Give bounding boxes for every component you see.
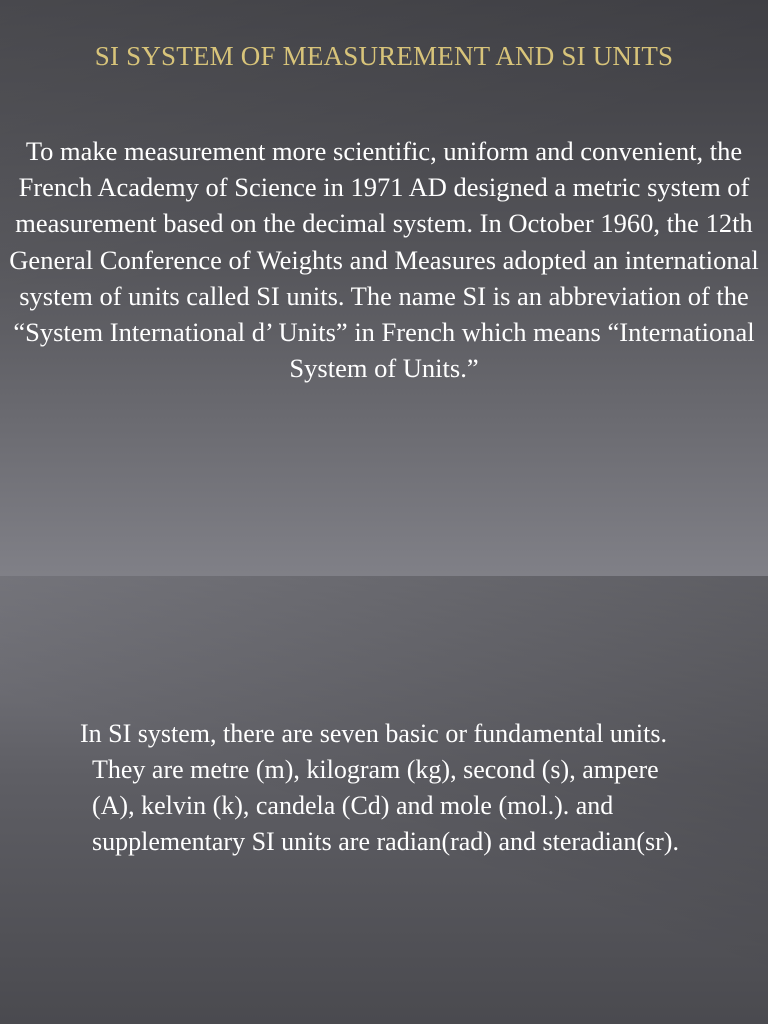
bullet-paragraph: In SI system, there are seven basic or fundamental units. They are metre (m), kilogram (kg), second (s), ampere (A), kelvin (k), candela (Cd) and mole (mol.). and supplementary SI units are radian(rad) and steradian(sr).	[80, 719, 679, 856]
slide-si-units	[0, 576, 768, 1024]
slide-title: SI SYSTEM OF MEASUREMENT AND SI UNITS	[94, 41, 674, 71]
slide-body-paragraph: To make measurement more scientific, uniform and convenient, the French Academy of Science in 1971 AD designed a metric system of measurement based on the decimal system. In October 1960, the 12th General Conference of Weights and Measures adopted an international system of units called SI units. The name SI is an abbreviation of the “System International d’ Units” in French which means “International System of Units.”	[9, 136, 759, 384]
